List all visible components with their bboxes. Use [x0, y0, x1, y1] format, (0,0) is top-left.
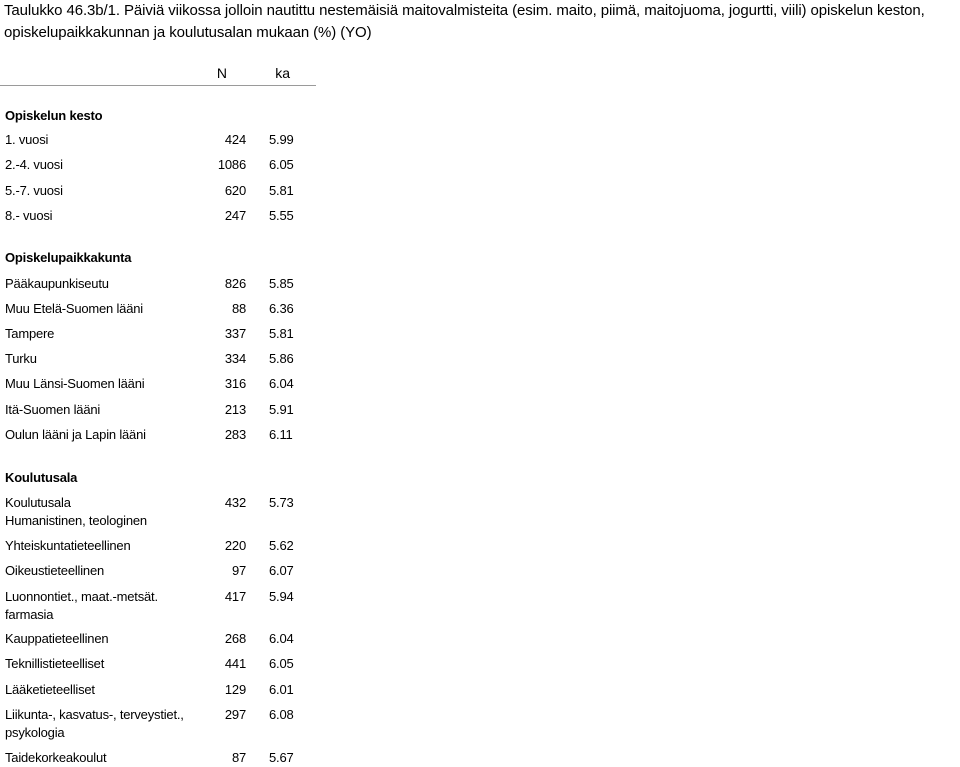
row-ka: 6.05	[269, 656, 294, 671]
row-label: 8.- vuosi	[5, 208, 53, 223]
row-ka: 5.62	[269, 538, 294, 553]
table-row	[0, 275, 320, 293]
row-ka: 5.86	[269, 351, 294, 366]
row-ka: 6.04	[269, 376, 294, 391]
row-n: 316	[224, 376, 246, 391]
row-ka: 6.11	[269, 427, 293, 442]
row-n: 826	[224, 276, 246, 291]
section-heading-opiskelupaikkakunta: Opiskelupaikkakunta	[5, 250, 132, 265]
row-n: 424	[224, 132, 246, 147]
row-label-line2: Humanistinen, teologinen	[5, 513, 147, 528]
table-row-continuation	[0, 724, 320, 742]
table-row	[0, 562, 320, 580]
row-n: 297	[224, 707, 246, 722]
row-n: 129	[224, 682, 246, 697]
row-n: 213	[224, 402, 246, 417]
row-label: 2.-4. vuosi	[5, 157, 63, 172]
row-ka: 5.81	[269, 326, 294, 341]
row-ka: 5.99	[269, 132, 294, 147]
row-label: Muu Etelä-Suomen lääni	[5, 301, 143, 316]
table-row	[0, 494, 320, 512]
table-row	[0, 655, 320, 673]
row-ka: 5.55	[269, 208, 294, 223]
row-n: 88	[231, 301, 246, 316]
row-ka: 6.04	[269, 631, 294, 646]
row-label: Kauppatieteellinen	[5, 631, 109, 646]
row-label: Teknillistieteelliset	[5, 656, 105, 671]
row-n: 87	[231, 750, 246, 765]
row-n: 1086	[217, 157, 246, 172]
row-label: Pääkaupunkiseutu	[5, 276, 109, 291]
table-row-continuation	[0, 512, 320, 530]
row-n: 620	[224, 183, 246, 198]
row-label: Tampere	[5, 326, 55, 341]
row-label: Liikunta-, kasvatus-, terveystiet.,	[5, 707, 184, 722]
row-label: Turku	[5, 351, 37, 366]
table-row	[0, 706, 320, 724]
row-ka: 5.67	[269, 750, 294, 765]
table-title: Taulukko 46.3b/1. Päiviä viikossa jolloin nautittu nestemäisiä maitovalmisteita (esim. maito, piimä, maitojuoma, jogurtti, viili) opiskelun keston, opiskelupaikkakunnan ja koulutusalan mukaan (%) (YO)	[4, 2, 925, 41]
row-ka: 5.85	[269, 276, 294, 291]
row-label: Oikeustieteellinen	[5, 563, 105, 578]
row-ka: 6.01	[269, 682, 294, 697]
row-n: 283	[224, 427, 246, 442]
table-row	[0, 630, 320, 648]
table-row	[0, 375, 320, 393]
table-row	[0, 681, 320, 699]
row-ka: 5.73	[269, 495, 294, 510]
table-row	[0, 426, 320, 444]
row-ka: 6.05	[269, 157, 294, 172]
row-ka: 5.91	[269, 402, 294, 417]
table-row	[0, 300, 320, 318]
row-label: Oulun lääni ja Lapin lääni	[5, 427, 146, 442]
section-heading-opiskelun-kesto: Opiskelun kesto	[5, 108, 103, 123]
row-label: Yhteiskuntatieteellinen	[5, 538, 131, 553]
row-n: 441	[224, 656, 246, 671]
table-row	[0, 588, 320, 606]
table-row	[0, 401, 320, 419]
row-ka: 5.81	[269, 183, 294, 198]
row-ka: 5.94	[269, 589, 294, 604]
row-n: 268	[224, 631, 246, 646]
column-header-n: N	[216, 65, 227, 81]
table-row	[0, 537, 320, 555]
column-header-ka: ka	[275, 65, 290, 81]
row-label: Taidekorkeakoulut	[5, 750, 107, 765]
row-n: 417	[224, 589, 246, 604]
row-ka: 6.07	[269, 563, 294, 578]
row-label: 5.-7. vuosi	[5, 183, 63, 198]
table-row	[0, 207, 320, 225]
row-n: 247	[224, 208, 246, 223]
row-label-line2: psykologia	[5, 725, 65, 740]
row-label: Lääketieteelliset	[5, 682, 95, 697]
table-row	[0, 156, 320, 174]
table-row	[0, 325, 320, 343]
row-label: Itä-Suomen lääni	[5, 402, 101, 417]
row-n: 432	[224, 495, 246, 510]
row-ka: 6.08	[269, 707, 294, 722]
row-label: Luonnontiet., maat.-metsät.	[5, 589, 158, 604]
table-row	[0, 182, 320, 200]
row-ka: 6.36	[269, 301, 294, 316]
row-n: 220	[224, 538, 246, 553]
column-header-row	[0, 61, 316, 86]
row-label: 1. vuosi	[5, 132, 49, 147]
row-n: 337	[224, 326, 246, 341]
row-label: Koulutusala	[5, 495, 71, 510]
row-n: 334	[224, 351, 246, 366]
table-row	[0, 131, 320, 149]
row-n: 97	[231, 563, 246, 578]
row-label: Muu Länsi-Suomen lääni	[5, 376, 145, 391]
table-row	[0, 749, 320, 767]
table-row	[0, 350, 320, 368]
section-heading-koulutusala: Koulutusala	[5, 470, 78, 485]
table-row-continuation	[0, 606, 320, 624]
row-label-line2: farmasia	[5, 607, 54, 622]
